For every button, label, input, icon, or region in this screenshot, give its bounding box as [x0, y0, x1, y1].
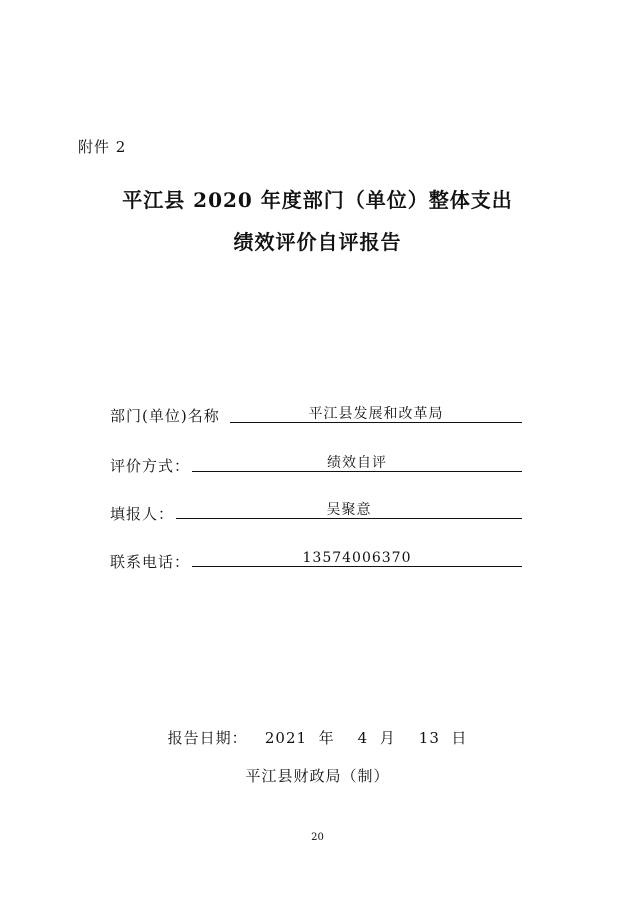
evaluation-method-label: 评价方式：	[110, 457, 191, 475]
contact-phone-label: 联系电话：	[110, 553, 191, 571]
department-name-underline	[230, 406, 522, 423]
reporter-label: 填报人：	[110, 505, 175, 523]
evaluation-method-underline	[192, 455, 522, 472]
report-date: 报告日期： 2021 年 4 月 13 日	[167, 729, 468, 747]
attachment-label: 附件 2	[78, 138, 127, 156]
evaluation-method-value: 绩效自评	[327, 455, 387, 471]
contact-phone-underline	[192, 550, 522, 567]
contact-phone-value: 13574006370	[302, 550, 412, 566]
department-name-label: 部门(单位)名称	[110, 407, 220, 425]
issuer: 平江县财政局（制）	[245, 767, 390, 785]
reporter-underline	[176, 502, 522, 519]
report-title-line-2: 绩效评价自评报告	[233, 230, 402, 254]
report-title-line-1: 平江县 2020 年度部门（单位）整体支出	[122, 188, 513, 212]
department-name-value: 平江县发展和改革局	[308, 406, 444, 422]
reporter-value: 吴聚意	[326, 502, 372, 518]
page-number: 20	[311, 832, 324, 843]
